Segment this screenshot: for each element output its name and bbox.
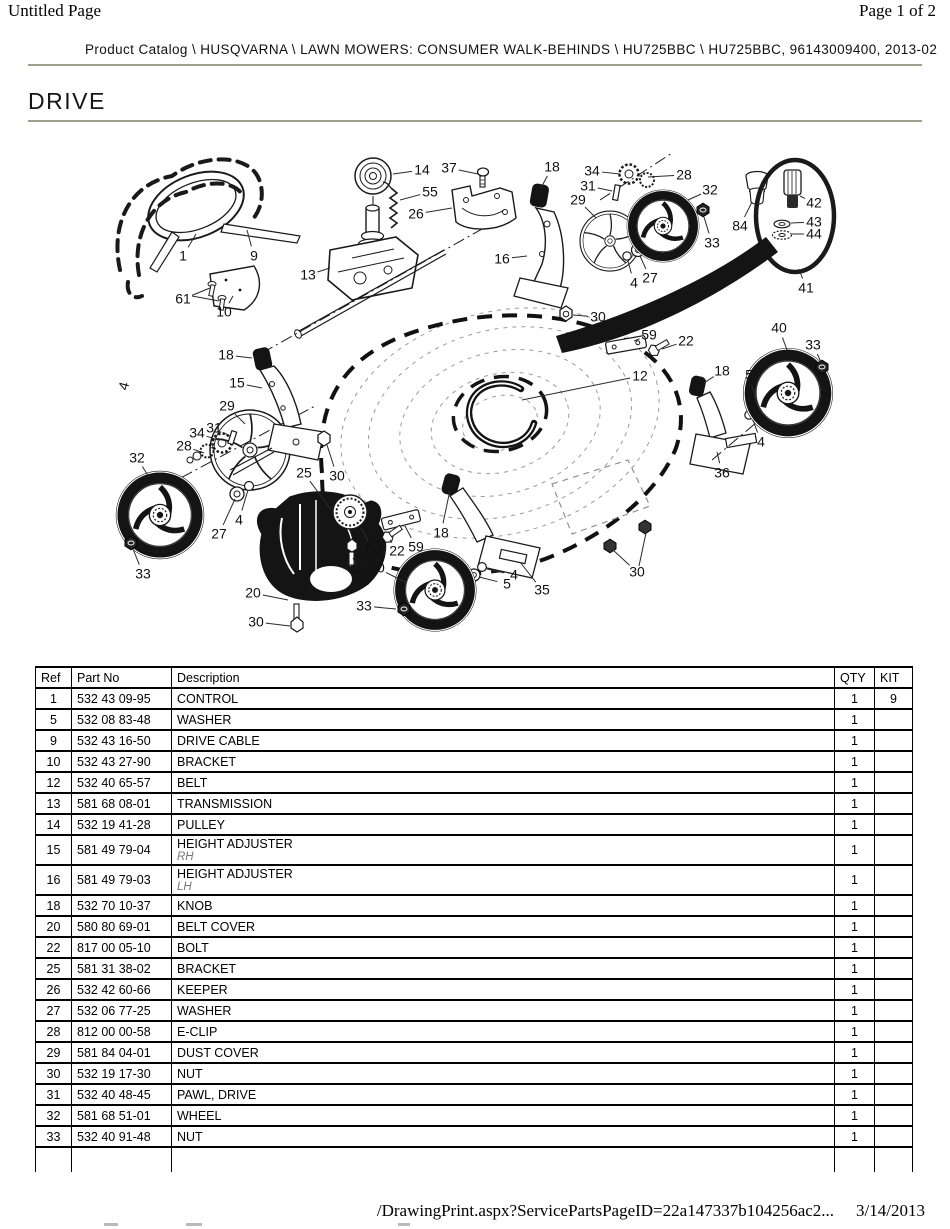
- table-row: [36, 793, 913, 814]
- cell-kit: [875, 772, 913, 793]
- callout-43: 43: [806, 213, 822, 230]
- callout-32: 32: [702, 181, 718, 198]
- cell-description: NUT: [172, 1063, 835, 1084]
- callout-10: 10: [216, 303, 232, 320]
- callout-28: 28: [676, 166, 692, 183]
- callout-4: 4: [114, 380, 133, 392]
- callout-18: 18: [433, 524, 449, 541]
- callout-27: 27: [211, 525, 227, 542]
- cell-kit: [875, 895, 913, 916]
- cell-qty: 1: [835, 772, 875, 793]
- callout-4: 4: [510, 566, 518, 583]
- cell-part-no: 532 43 16-50: [72, 730, 172, 751]
- column-header: Part No: [72, 667, 172, 688]
- callout-4: 4: [630, 274, 638, 291]
- cell-ref: 18: [36, 895, 72, 916]
- callout-30: 30: [329, 467, 345, 484]
- cell-ref: 13: [36, 793, 72, 814]
- cell-description: PULLEY: [172, 814, 835, 835]
- divider: [28, 64, 922, 66]
- callout-30: 30: [248, 613, 264, 630]
- cell-kit: [875, 1021, 913, 1042]
- cell-kit: [875, 835, 913, 865]
- cell-ref: 12: [36, 772, 72, 793]
- table-row: [36, 709, 913, 730]
- page-edge-artifact: [186, 1223, 202, 1226]
- cell-ref: 27: [36, 1000, 72, 1021]
- table-row: [36, 1021, 913, 1042]
- print-header-title: Untitled Page: [8, 1, 102, 20]
- cell-description: HEIGHT ADJUSTER RH: [172, 835, 835, 865]
- cell-part-no: 532 40 48-45: [72, 1084, 172, 1105]
- table-row: [36, 916, 913, 937]
- cell-ref: 26: [36, 979, 72, 1000]
- parts-table-head-row: [36, 667, 913, 688]
- callout-30: 30: [629, 563, 645, 580]
- callout-59: 59: [408, 538, 424, 555]
- cell-description: TRANSMISSION: [172, 793, 835, 814]
- cell-part-no: 532 40 91-48: [72, 1126, 172, 1147]
- wheel-bottom: [395, 550, 476, 631]
- cell-ref: 16: [36, 865, 72, 895]
- callout-20: 20: [245, 584, 261, 601]
- table-row: [36, 1105, 913, 1126]
- cell-part-no: 532 19 41-28: [72, 814, 172, 835]
- cell-part-no: 581 68 51-01: [72, 1105, 172, 1126]
- cell-kit: [875, 979, 913, 1000]
- callout-30: 30: [590, 308, 606, 325]
- cell-qty: 1: [835, 709, 875, 730]
- parts-table-body: [36, 688, 913, 1172]
- cell-description: BRACKET: [172, 958, 835, 979]
- cell-qty: 1: [835, 937, 875, 958]
- cell-qty: 1: [835, 865, 875, 895]
- callout-18: 18: [714, 362, 730, 379]
- table-row: [36, 730, 913, 751]
- cell-part-no: 532 70 10-37: [72, 895, 172, 916]
- callout-33: 33: [135, 565, 151, 582]
- drive-control-bail: [138, 159, 300, 272]
- cell-kit: [875, 916, 913, 937]
- cell-description: BOLT: [172, 937, 835, 958]
- callout-4: 4: [757, 433, 765, 450]
- divider: [28, 120, 922, 122]
- table-row-empty: [36, 1147, 913, 1172]
- cell-ref: 33: [36, 1126, 72, 1147]
- print-footer: [377, 1201, 925, 1221]
- callout-35: 35: [534, 581, 550, 598]
- cell-kit: [875, 1084, 913, 1105]
- callout-40: 40: [369, 559, 385, 576]
- callout-15: 15: [229, 374, 245, 391]
- callout-4: 4: [235, 511, 243, 528]
- callout-40: 40: [771, 319, 787, 336]
- page-edge-artifact: [398, 1223, 410, 1226]
- cell-part-no: 532 43 09-95: [72, 688, 172, 709]
- cell-ref: 5: [36, 709, 72, 730]
- callout-18: 18: [218, 346, 234, 363]
- page-title: DRIVE: [28, 88, 106, 114]
- cell-empty: [72, 1147, 172, 1172]
- callout-32: 32: [129, 449, 145, 466]
- table-row: [36, 1000, 913, 1021]
- cell-description: BRACKET: [172, 751, 835, 772]
- cell-kit: [875, 709, 913, 730]
- cell-kit: [875, 1042, 913, 1063]
- cell-qty: 1: [835, 751, 875, 772]
- cell-kit: [875, 793, 913, 814]
- callout-29: 29: [219, 397, 235, 414]
- cell-part-no: 581 68 08-01: [72, 793, 172, 814]
- column-header: Ref: [36, 667, 72, 688]
- cell-qty: 1: [835, 1021, 875, 1042]
- cell-ref: 25: [36, 958, 72, 979]
- cell-empty: [172, 1147, 835, 1172]
- cell-description: WASHER: [172, 1000, 835, 1021]
- cell-part-no: 532 42 60-66: [72, 979, 172, 1000]
- cell-part-no: 581 31 38-02: [72, 958, 172, 979]
- cell-part-no: 532 08 83-48: [72, 709, 172, 730]
- cell-part-no: 581 84 04-01: [72, 1042, 172, 1063]
- table-row: [36, 1126, 913, 1147]
- callout-41: 41: [798, 279, 814, 296]
- cell-description: BELT: [172, 772, 835, 793]
- cell-qty: 1: [835, 979, 875, 1000]
- cell-qty: 1: [835, 1105, 875, 1126]
- cell-description: KNOB: [172, 895, 835, 916]
- cell-qty: 1: [835, 1084, 875, 1105]
- column-header: KIT: [875, 667, 913, 688]
- wheel-upper-right: [628, 191, 699, 262]
- cell-part-no: 580 80 69-01: [72, 916, 172, 937]
- page-edge-artifact: [104, 1223, 118, 1226]
- cell-kit: [875, 937, 913, 958]
- cell-empty: [875, 1147, 913, 1172]
- cell-part-no: 532 06 77-25: [72, 1000, 172, 1021]
- print-header-page-number: Page 1 of 2: [859, 1, 936, 20]
- callout-33: 33: [805, 336, 821, 353]
- cell-description: CONTROL: [172, 688, 835, 709]
- cell-description: PAWL, DRIVE: [172, 1084, 835, 1105]
- callout-28: 28: [176, 437, 192, 454]
- print-footer-date: 3/14/2013: [856, 1201, 925, 1220]
- cell-qty: 1: [835, 916, 875, 937]
- table-row: [36, 979, 913, 1000]
- callout-37: 37: [441, 159, 457, 176]
- cell-ref: 9: [36, 730, 72, 751]
- callout-22: 22: [678, 332, 694, 349]
- cell-description: HEIGHT ADJUSTER LH: [172, 865, 835, 895]
- callout-55: 55: [422, 183, 438, 200]
- column-header: QTY: [835, 667, 875, 688]
- cell-qty: 1: [835, 895, 875, 916]
- callout-34: 34: [584, 162, 600, 179]
- cell-description: DUST COVER: [172, 1042, 835, 1063]
- cell-qty: 1: [835, 793, 875, 814]
- cell-ref: 32: [36, 1105, 72, 1126]
- callout-33: 33: [356, 597, 372, 614]
- cell-part-no: 532 40 65-57: [72, 772, 172, 793]
- callout-42: 42: [806, 194, 822, 211]
- callout-16: 16: [494, 250, 510, 267]
- callout-1: 1: [179, 247, 187, 264]
- callout-31: 31: [580, 177, 596, 194]
- cell-description: BELT COVER: [172, 916, 835, 937]
- cell-description: KEEPER: [172, 979, 835, 1000]
- cell-part-no: 532 19 17-30: [72, 1063, 172, 1084]
- cell-kit: [875, 1000, 913, 1021]
- print-footer-url: /DrawingPrint.aspx?ServicePartsPageID=22a147337b104256ac2...: [376, 1201, 835, 1220]
- cell-ref: 20: [36, 916, 72, 937]
- callout-14: 14: [414, 161, 430, 178]
- cell-description: E-CLIP: [172, 1021, 835, 1042]
- callout-5: 5: [745, 366, 753, 383]
- cell-kit: [875, 1126, 913, 1147]
- table-row: [36, 895, 913, 916]
- cell-ref: 30: [36, 1063, 72, 1084]
- cell-ref: 31: [36, 1084, 72, 1105]
- cell-qty: 1: [835, 1126, 875, 1147]
- cell-description: WASHER: [172, 709, 835, 730]
- callout-61: 61: [175, 290, 191, 307]
- keeper-bracket: [452, 168, 516, 229]
- cell-kit: [875, 958, 913, 979]
- cell-kit: 9: [875, 688, 913, 709]
- callout-44: 44: [806, 225, 822, 242]
- cell-kit: [875, 1105, 913, 1126]
- cell-kit: [875, 814, 913, 835]
- cell-kit: [875, 865, 913, 895]
- callout-12: 12: [632, 367, 648, 384]
- callout-22: 22: [389, 542, 405, 559]
- callout-18: 18: [544, 158, 560, 175]
- cell-kit: [875, 730, 913, 751]
- column-header: Description: [172, 667, 835, 688]
- cell-ref: 15: [36, 835, 72, 865]
- breadcrumb: Product Catalog \ HUSQVARNA \ LAWN MOWERS: CONSUMER WALK-BEHINDS \ HU725BBC \ HU725BBC, 96143009400, 2013-02: [85, 42, 938, 57]
- callout-86: 86: [365, 541, 381, 558]
- callout-25: 25: [296, 464, 312, 481]
- callout-9: 9: [250, 247, 258, 264]
- cell-part-no: 812 00 00-58: [72, 1021, 172, 1042]
- callout-13: 13: [300, 266, 316, 283]
- parts-table: [35, 666, 912, 1172]
- cell-part-no: 581 49 79-03: [72, 865, 172, 895]
- cell-qty: 1: [835, 730, 875, 751]
- table-row: [36, 937, 913, 958]
- callout-59: 59: [641, 326, 657, 343]
- table-row: [36, 835, 913, 865]
- callout-36: 36: [714, 464, 730, 481]
- table-row: [36, 751, 913, 772]
- table-row: [36, 1084, 913, 1105]
- cell-ref: 29: [36, 1042, 72, 1063]
- cell-description: NUT: [172, 1126, 835, 1147]
- callout-84: 84: [732, 217, 748, 234]
- table-row: [36, 688, 913, 709]
- table-row: [36, 865, 913, 895]
- table-row: [36, 1042, 913, 1063]
- callout-29: 29: [570, 191, 586, 208]
- cell-part-no: 817 00 05-10: [72, 937, 172, 958]
- table-row: [36, 772, 913, 793]
- cell-ref: 1: [36, 688, 72, 709]
- belt-cover-assembly: [258, 492, 421, 632]
- table-row: [36, 814, 913, 835]
- cell-qty: 1: [835, 835, 875, 865]
- exploded-parts-diagram: [0, 138, 950, 662]
- height-adjuster-lh: [514, 183, 568, 308]
- cell-qty: 1: [835, 958, 875, 979]
- callout-5: 5: [503, 575, 511, 592]
- cell-ref: 22: [36, 937, 72, 958]
- cell-qty: 1: [835, 1000, 875, 1021]
- callout-34: 34: [189, 424, 205, 441]
- cell-qty: 1: [835, 688, 875, 709]
- cell-empty: [835, 1147, 875, 1172]
- cell-part-no: 532 43 27-90: [72, 751, 172, 772]
- callout-33: 33: [704, 234, 720, 251]
- cell-qty: 1: [835, 814, 875, 835]
- table-row: [36, 1063, 913, 1084]
- cell-qty: 1: [835, 1042, 875, 1063]
- cell-ref: 10: [36, 751, 72, 772]
- callout-87: 87: [352, 566, 368, 583]
- callout-26: 26: [408, 205, 424, 222]
- callout-27: 27: [642, 269, 658, 286]
- cell-kit: [875, 1063, 913, 1084]
- drive-belt: [446, 368, 553, 460]
- cell-ref: 28: [36, 1021, 72, 1042]
- table-row: [36, 958, 913, 979]
- cell-kit: [875, 751, 913, 772]
- cell-qty: 1: [835, 1063, 875, 1084]
- cell-part-no: 581 49 79-04: [72, 835, 172, 865]
- cell-description: DRIVE CABLE: [172, 730, 835, 751]
- cell-ref: 14: [36, 814, 72, 835]
- cell-description: WHEEL: [172, 1105, 835, 1126]
- callout-31: 31: [206, 419, 222, 436]
- cell-empty: [36, 1147, 72, 1172]
